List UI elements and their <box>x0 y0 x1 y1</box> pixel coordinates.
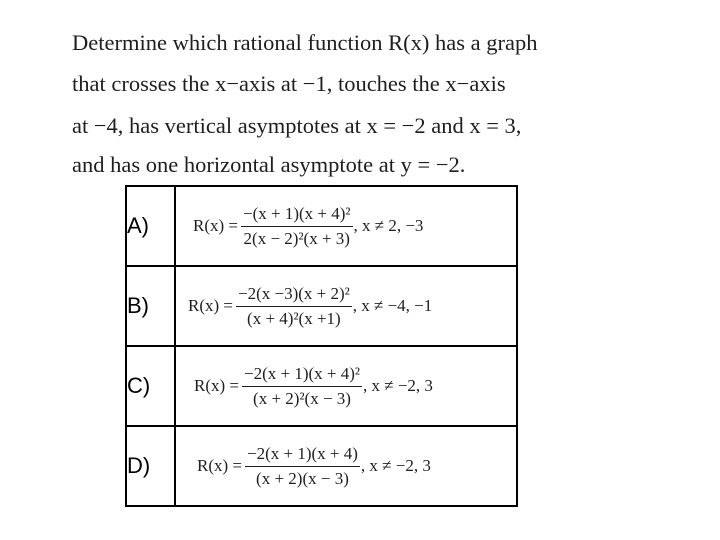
question-text <box>72 22 672 181</box>
choice-letter[interactable]: C) <box>126 346 175 426</box>
domain-restriction: , x ≠ 2, −3 <box>353 216 424 235</box>
choice-letter[interactable]: D) <box>126 426 175 506</box>
answer-choices-table <box>125 185 518 507</box>
choice-row-d[interactable] <box>126 426 517 506</box>
rational-function-equation <box>193 204 516 249</box>
choice-row-a[interactable] <box>126 186 517 266</box>
rational-function-equation <box>197 444 516 489</box>
domain-restriction: , x ≠ −4, −1 <box>352 296 433 315</box>
question-line: and has one horizontal asymptote at y = −2. <box>72 152 466 177</box>
denominator: (x + 2)²(x − 3) <box>253 388 351 408</box>
domain-restriction: , x ≠ −2, 3 <box>363 376 433 395</box>
choice-formula[interactable] <box>175 426 517 506</box>
numerator: −2(x + 1)(x + 4) <box>245 444 360 467</box>
fraction <box>241 204 353 249</box>
numerator: −2(x −3)(x + 2)² <box>236 284 352 307</box>
numerator: −(x + 1)(x + 4)² <box>241 204 353 227</box>
choice-row-c[interactable] <box>126 346 517 426</box>
fraction <box>242 364 362 409</box>
choice-formula[interactable] <box>175 346 517 426</box>
choice-formula[interactable] <box>175 186 517 266</box>
numerator: −2(x + 1)(x + 4)² <box>242 364 362 387</box>
question-line: that crosses the x−axis at −1, touches the x−axis <box>72 71 506 96</box>
function-lhs: R(x) = <box>193 216 238 235</box>
function-lhs: R(x) = <box>188 296 233 315</box>
choice-letter[interactable]: B) <box>126 266 175 346</box>
denominator: 2(x − 2)²(x + 3) <box>243 228 350 248</box>
denominator: (x + 4)²(x +1) <box>247 308 341 328</box>
denominator: (x + 2)(x − 3) <box>256 468 349 488</box>
choice-formula[interactable] <box>175 266 517 346</box>
fraction <box>245 444 360 489</box>
fraction <box>236 284 352 329</box>
question-line: Determine which rational function R(x) has a graph <box>72 30 538 55</box>
choice-letter[interactable]: A) <box>126 186 175 266</box>
rational-function-equation <box>194 364 516 409</box>
choice-row-b[interactable] <box>126 266 517 346</box>
domain-restriction: , x ≠ −2, 3 <box>360 456 431 475</box>
question-line: at −4, has vertical asymptotes at x = −2 and x = 3, <box>72 113 522 138</box>
rational-function-equation <box>188 284 516 329</box>
function-lhs: R(x) = <box>194 376 239 395</box>
function-lhs: R(x) = <box>197 456 242 475</box>
